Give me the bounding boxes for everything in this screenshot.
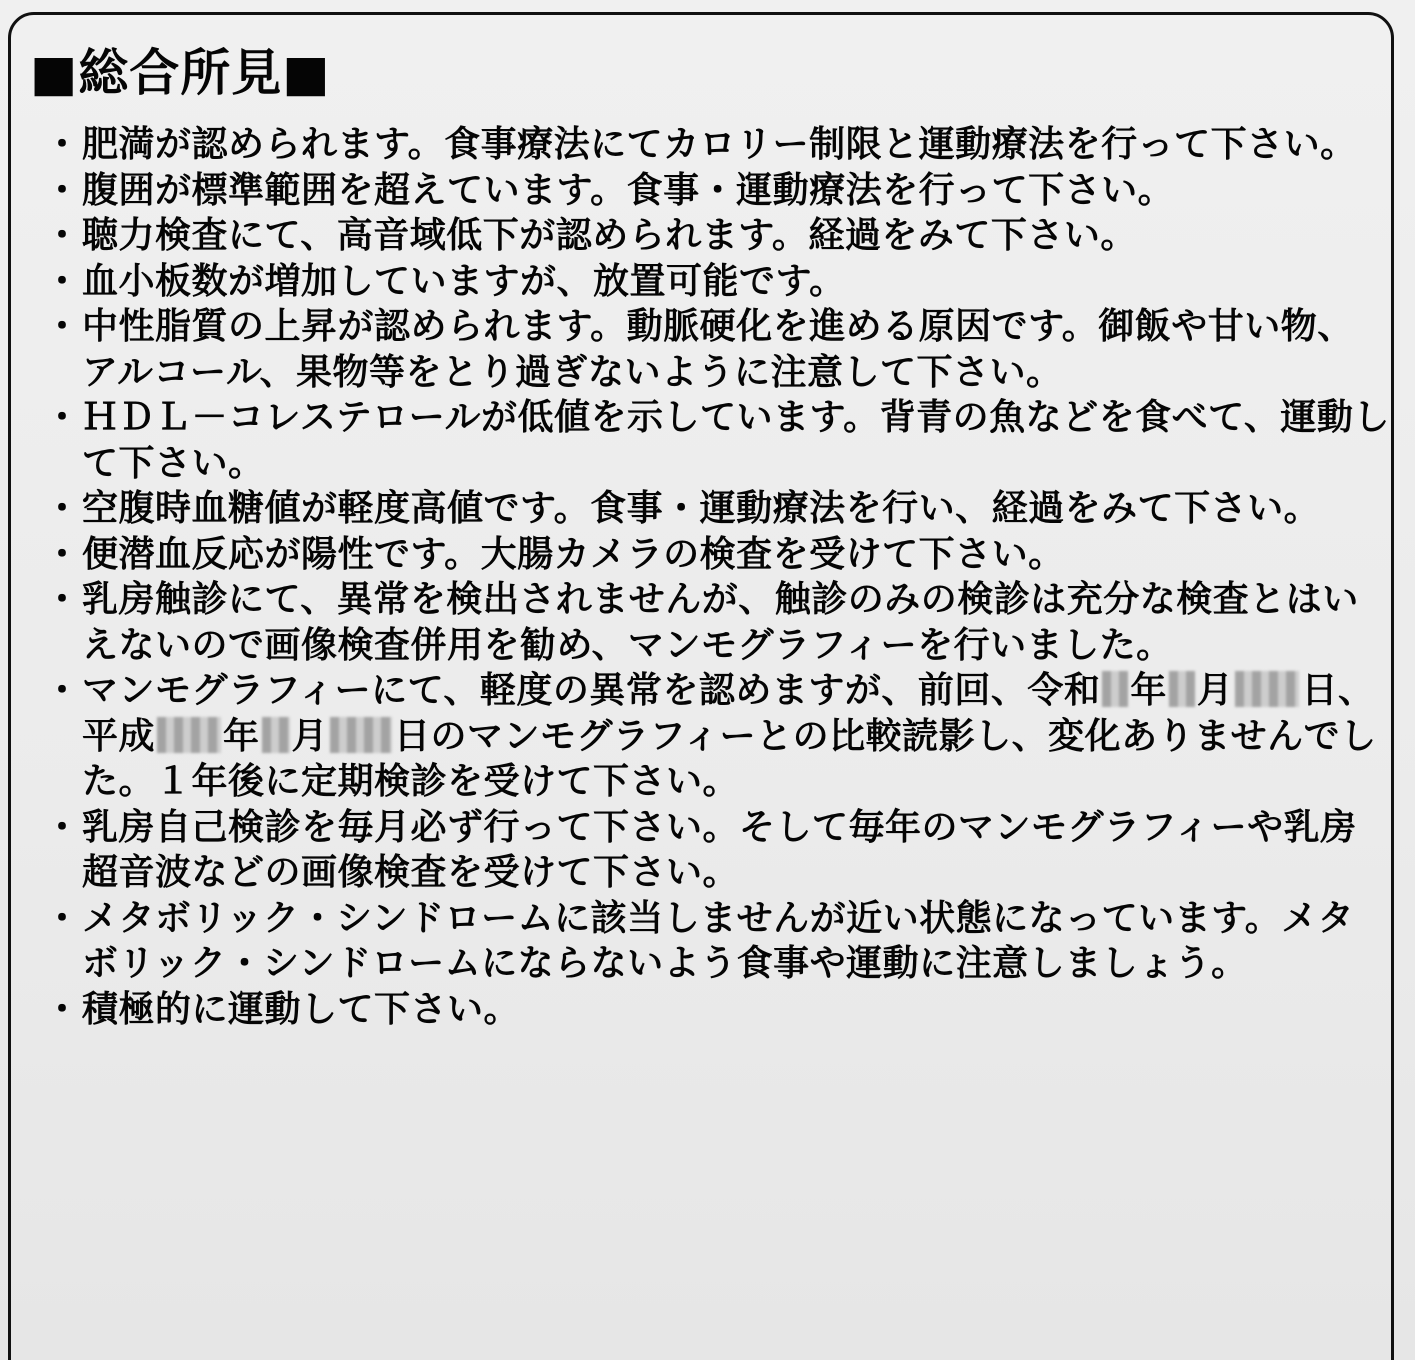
finding-item [44,213,1390,259]
finding-text: 積極的に運動して下さい。 [82,988,521,1030]
finding-item-mammography [44,668,1390,805]
bullet-mark: ・ [44,579,81,620]
text-segment: 年 [223,715,260,757]
finding-text: メタボリック・シンドロームに該当しませんが近い状態になっています。メタボリック・シンドロームにならないよう食事や運動に注意しましょう。 [82,897,1355,984]
bullet-mark: ・ [44,397,81,438]
bullet-mark: ・ [44,897,81,939]
section-heading: ■総合所見■ [30,44,331,102]
finding-item [44,304,1390,395]
text-segment: 日のマンモグラフィーとの比較読影し、変化ありませんでした。１年後に定期検診を受けて下さい。 [82,715,1377,802]
finding-text: 腹囲が標準範囲を超えています。食事・運動療法を行って下さい。 [82,169,1175,211]
bullet-mark: ・ [44,988,81,1030]
finding-text: 空腹時血糖値が軽度高値です。食事・運動療法を行い、経過をみて下さい。 [82,488,1321,529]
redacted-value [1169,671,1195,707]
finding-text: ＨＤＬ－コレステロールが低値を示しています。背青の魚などを食べて、運動して下さい。 [82,397,1390,484]
bullet-mark: ・ [44,670,81,711]
redacted-value [1102,671,1128,707]
finding-text [82,668,1390,805]
bullet-mark: ・ [44,260,81,302]
finding-item [44,896,1390,987]
finding-text: 便潜血反応が陽性です。大腸カメラの検査を受けて下さい。 [82,533,1065,575]
finding-item [44,259,1390,305]
redacted-value [157,717,221,753]
text-segment: 日、平成 [82,670,1375,757]
redacted-value [1235,671,1299,707]
findings-list [44,122,1390,1032]
text-segment: 月 [291,715,329,757]
bullet-mark: ・ [44,306,81,347]
text-segment: 月 [1196,670,1234,711]
finding-text: 血小板数が増加していますが、放置可能です。 [82,260,846,302]
finding-item [44,168,1390,214]
bullet-mark: ・ [44,124,81,165]
redacted-value [330,717,392,753]
finding-text: 乳房自己検診を毎月必ず行って下さい。そして毎年のマンモグラフィーや乳房超音波などの画像検査を受けて下さい。 [82,806,1357,893]
finding-item [44,122,1390,168]
finding-text: 肥満が認められます。食事療法にてカロリー制限と運動療法を行って下さい。 [82,124,1357,165]
finding-text: 聴力検査にて、高音域低下が認められます。経過をみて下さい。 [82,215,1137,256]
bullet-mark: ・ [44,215,81,256]
finding-text: 中性脂質の上昇が認められます。動脈硬化を進める原因です。御飯や甘い物、アルコール、果物等をとり過ぎないように注意して下さい。 [82,306,1354,393]
finding-item [44,395,1390,486]
bullet-mark: ・ [44,806,81,848]
redacted-value [262,717,290,753]
finding-item [44,532,1390,578]
bullet-mark: ・ [44,533,81,575]
finding-item [44,486,1390,532]
bullet-mark: ・ [44,169,81,211]
bullet-mark: ・ [44,488,81,529]
text-segment: マンモグラフィーにて、軽度の異常を認めますが、前回、令和 [82,670,1101,711]
finding-item [44,987,1390,1033]
text-segment: 年 [1130,670,1167,711]
finding-item [44,577,1390,668]
finding-item [44,805,1390,896]
finding-text: 乳房触診にて、異常を検出されませんが、触診のみの検診は充分な検査とはいえないので画像検査併用を勧め、マンモグラフィーを行いました。 [82,579,1359,666]
